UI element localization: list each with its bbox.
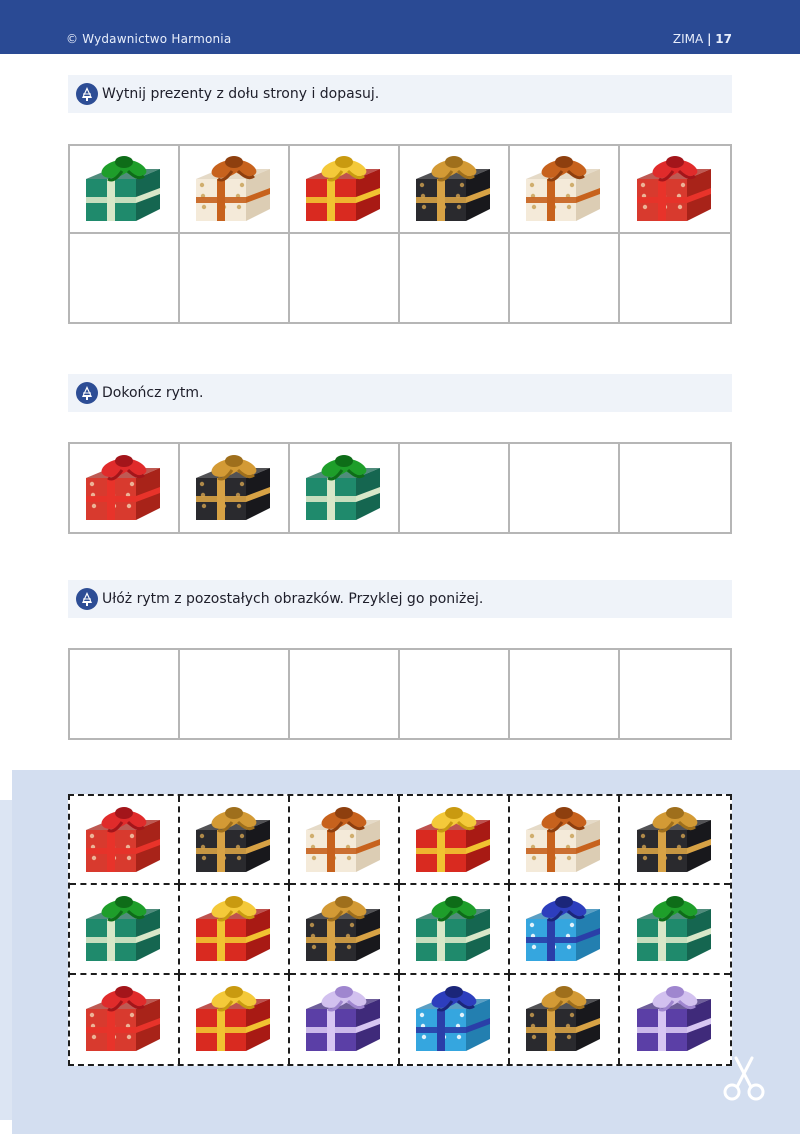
task-2-text: Dokończ rytm. xyxy=(102,385,204,401)
cutout-grid xyxy=(68,794,732,1066)
publisher-label: © Wydawnictwo Harmonia xyxy=(66,32,232,46)
rhythm-cell-green-gift[interactable] xyxy=(290,444,400,532)
red-gold-gift-image xyxy=(298,149,390,229)
blue-gift-image xyxy=(408,979,500,1059)
paste-grid xyxy=(68,648,732,740)
cutout-cell-black-gold-gift[interactable] xyxy=(510,975,620,1064)
purple-gift-image xyxy=(629,979,721,1059)
christmas-tree-icon xyxy=(76,588,98,610)
cutout-cell-red-gold-gift[interactable] xyxy=(180,975,290,1064)
cutout-cell-purple-gift[interactable] xyxy=(290,975,400,1064)
cutout-cell-green-gift[interactable] xyxy=(620,885,730,974)
page-info xyxy=(673,32,732,46)
matching-grid xyxy=(68,144,732,324)
cutout-cell-black-gold-gift[interactable] xyxy=(180,796,290,885)
black-gold-gift-image xyxy=(518,979,610,1059)
rhythm-empty-cell xyxy=(400,444,510,532)
scissors-icon xyxy=(718,1052,770,1104)
purple-gift-image xyxy=(298,979,390,1059)
task-3-text: Ułóż rytm z pozostałych obrazków. Przyklej go poniżej. xyxy=(102,591,484,607)
match-cell-red-gold-gift[interactable] xyxy=(290,146,400,234)
cream-gift-image xyxy=(518,149,610,229)
christmas-tree-icon xyxy=(76,83,98,105)
black-gold-gift-image xyxy=(298,889,390,969)
green-gift-image xyxy=(78,889,170,969)
christmas-tree-icon xyxy=(76,382,98,404)
paste-empty-cell xyxy=(400,650,510,738)
cutout-cell-red-floral-gift[interactable] xyxy=(70,975,180,1064)
paste-empty-cell xyxy=(620,650,730,738)
task-1-instruction-bar xyxy=(68,75,732,113)
cream-gift-image xyxy=(298,800,390,880)
cutout-cell-red-floral-gift[interactable] xyxy=(70,796,180,885)
paste-empty-cell xyxy=(510,650,620,738)
match-empty-cell xyxy=(290,234,400,322)
match-cell-green-gift[interactable] xyxy=(70,146,180,234)
side-decoration xyxy=(0,800,12,1120)
paste-empty-cell xyxy=(180,650,290,738)
paste-empty-cell xyxy=(70,650,180,738)
red-gold-gift-image xyxy=(408,800,500,880)
task-2-instruction-bar xyxy=(68,374,732,412)
rhythm-grid xyxy=(68,442,732,534)
cream-gift-image xyxy=(188,149,280,229)
red-gold-gift-image xyxy=(188,979,280,1059)
red-floral-gift-image xyxy=(78,448,170,528)
match-cell-cream-gift[interactable] xyxy=(180,146,290,234)
green-gift-image xyxy=(78,149,170,229)
red-gold-gift-image xyxy=(188,889,280,969)
blue-gift-image xyxy=(518,889,610,969)
green-gift-image xyxy=(408,889,500,969)
match-empty-cell xyxy=(510,234,620,322)
match-empty-cell xyxy=(400,234,510,322)
match-empty-cell xyxy=(180,234,290,322)
cutout-cell-blue-gift[interactable] xyxy=(510,885,620,974)
red-floral-gift-image xyxy=(78,800,170,880)
task-3-instruction-bar xyxy=(68,580,732,618)
green-gift-image xyxy=(629,889,721,969)
black-gold-gift-image xyxy=(188,800,280,880)
black-gold-gift-image xyxy=(408,149,500,229)
rhythm-cell-black-gold-gift[interactable] xyxy=(180,444,290,532)
red-floral-gift-image xyxy=(629,149,721,229)
match-cell-black-gold-gift[interactable] xyxy=(400,146,510,234)
green-gift-image xyxy=(298,448,390,528)
section-label: ZIMA xyxy=(672,32,704,46)
rhythm-cell-red-floral-gift[interactable] xyxy=(70,444,180,532)
cream-gift-image xyxy=(518,800,610,880)
cutout-cell-black-gold-gift[interactable] xyxy=(290,885,400,974)
rhythm-empty-cell xyxy=(510,444,620,532)
paste-empty-cell xyxy=(290,650,400,738)
page-header xyxy=(0,0,800,54)
cutout-cell-cream-gift[interactable] xyxy=(510,796,620,885)
cutout-cell-green-gift[interactable] xyxy=(70,885,180,974)
cutout-cell-black-gold-gift[interactable] xyxy=(620,796,730,885)
cutout-cell-red-gold-gift[interactable] xyxy=(400,796,510,885)
cutout-cell-blue-gift[interactable] xyxy=(400,975,510,1064)
match-empty-cell xyxy=(70,234,180,322)
red-floral-gift-image xyxy=(78,979,170,1059)
match-empty-cell xyxy=(620,234,730,322)
black-gold-gift-image xyxy=(629,800,721,880)
match-cell-red-floral-gift[interactable] xyxy=(620,146,730,234)
page-number: 17 xyxy=(715,32,732,46)
match-cell-cream-gift[interactable] xyxy=(510,146,620,234)
cutout-cell-cream-gift[interactable] xyxy=(290,796,400,885)
cutout-cell-purple-gift[interactable] xyxy=(620,975,730,1064)
rhythm-empty-cell xyxy=(620,444,730,532)
cutout-cell-red-gold-gift[interactable] xyxy=(180,885,290,974)
separator: | xyxy=(707,32,712,46)
black-gold-gift-image xyxy=(188,448,280,528)
task-1-text: Wytnij prezenty z dołu strony i dopasuj. xyxy=(102,86,380,102)
cutout-cell-green-gift[interactable] xyxy=(400,885,510,974)
